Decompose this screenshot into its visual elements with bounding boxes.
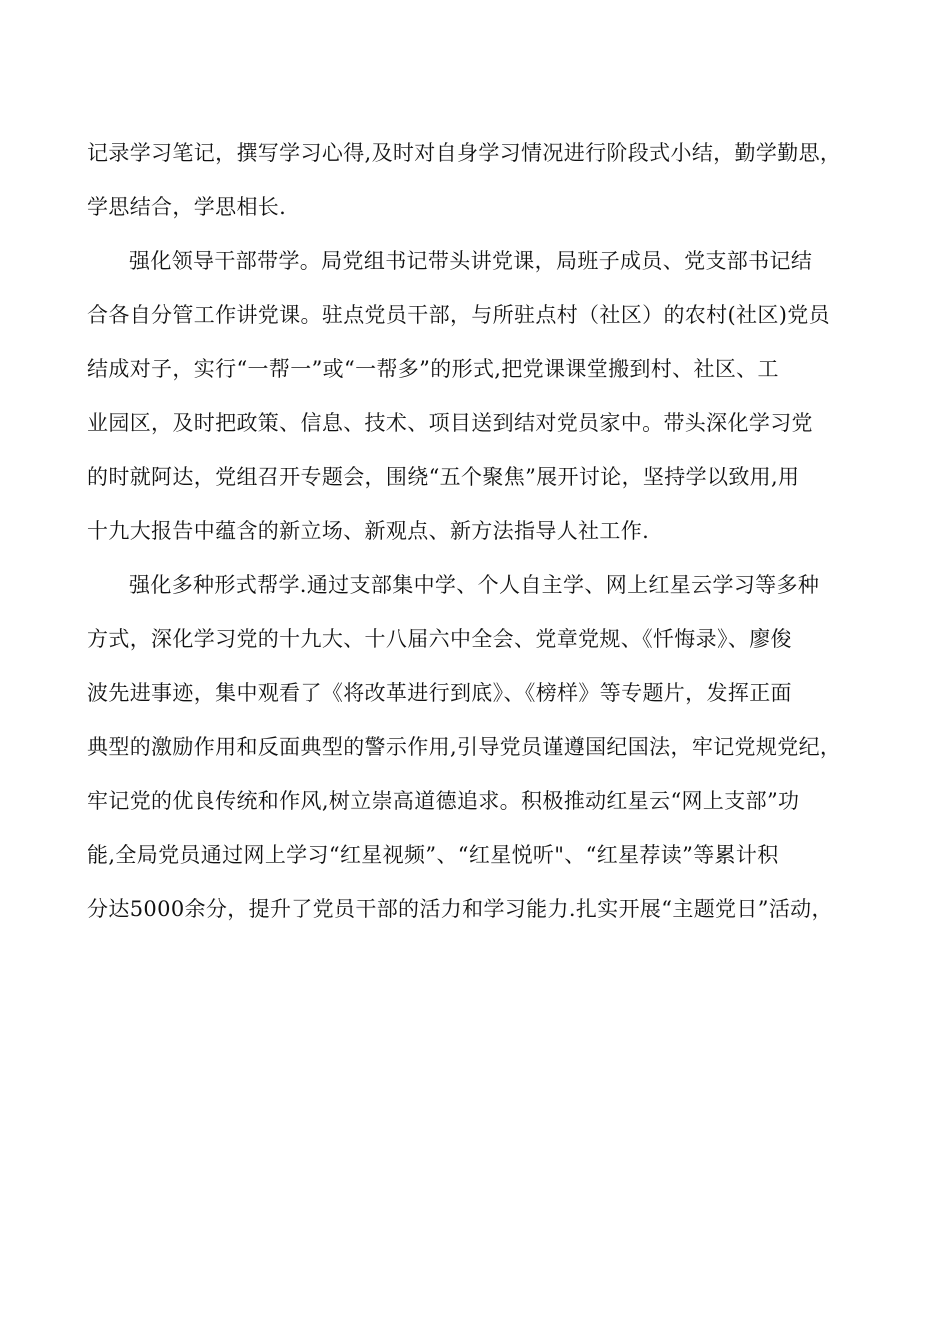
text-line: 合各自分管工作讲党课。驻点党员干部，与所驻点村（社区）的农村(社区)党员 — [87, 303, 830, 327]
text-line: 记录学习笔记，撰写学习心得,及时对自身学习情况进行阶段式小结，勤学勤思， — [87, 141, 842, 165]
body-text — [87, 126, 877, 936]
text-line: 强化多种形式帮学.通过支部集中学、个人自主学、网上红星云学习等多种 — [129, 573, 820, 597]
text-line: 学思结合，学思相长. — [87, 195, 287, 219]
text-line: 业园区，及时把政策、信息、技术、项目送到结对党员家中。带头深化学习党 — [87, 411, 813, 435]
text-line: 牢记党的优良传统和作风,树立崇高道德追求。积极推动红星云“网上支部”功 — [87, 789, 800, 813]
text-line: 结成对子，实行“一帮一”或“一帮多”的形式,把党课课堂搬到村、社区、工 — [87, 357, 779, 381]
text-line: 分达5000余分，提升了党员干部的活力和学习能力.扎实开展“主题党日”活动， — [87, 897, 833, 921]
text-line: 典型的激励作用和反面典型的警示作用,引导党员谨遵国纪国法，牢记党规党纪， — [87, 735, 842, 759]
text-line: 的时就阿达，党组召开专题会，围绕“五个聚焦”展开讨论，坚持学以致用,用 — [87, 465, 800, 489]
text-line: 波先进事迹，集中观看了《将改革进行到底》、《榜样》等专题片，发挥正面 — [87, 681, 792, 705]
text-line: 强化领导干部带学。局党组书记带头讲党课，局班子成员、党支部书记结 — [129, 249, 813, 273]
text-line: 十九大报告中蕴含的新立场、新观点、新方法指导人社工作. — [87, 519, 650, 543]
text-line: 能,全局党员通过网上学习“红星视频”、“红星悦听"、“红星荐读”等累计积 — [87, 843, 779, 867]
text-line: 方式，深化学习党的十九大、十八届六中全会、党章党规、《忏悔录》、廖俊 — [87, 627, 792, 651]
